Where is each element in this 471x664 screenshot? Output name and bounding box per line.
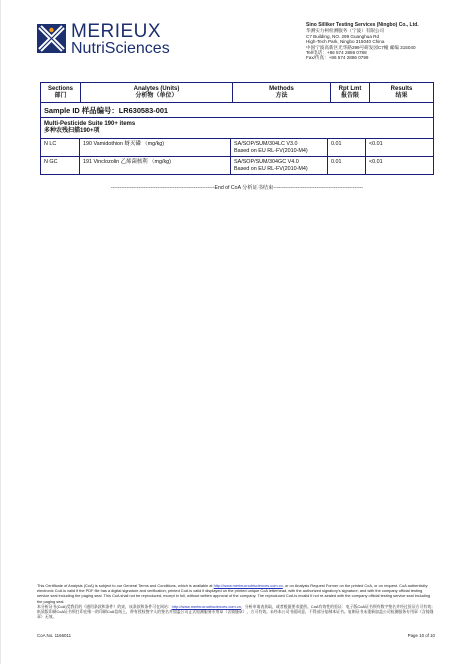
cell-method: SA/SOP/SUM/304GC V4.0 Based on EU RL-FV(2010-M4): [231, 157, 328, 174]
cell-analyte: 190 Vamidothion 蚜灭磷 （mg/kg): [80, 139, 231, 156]
header-rpt-lmt: Rpt Lmt 报告限: [331, 83, 370, 102]
cell-result: <0.01: [369, 159, 383, 165]
cell-section: N GC: [41, 157, 80, 174]
cell-result: <0.01: [369, 141, 383, 147]
end-of-coa-marker: ------------------------------------------------------------End of CoA 分析证书结束----------------------------------------------------: [110, 185, 364, 191]
terms-english: This Certificate of Analysis (CoA) is subject to our General Terms and Conditions, which is available at http://www.merieuxnutrisciences.com.cn, or on Analysis Request Former on the printed CoA, or on request. CoA authenticity: electronic CoA is valid if the PDF file has a digital signature and verification; printed CoA is valid if displayed on the printed unique CoA letterhead, with the authorized signatory's signature, and with the company official testing service seal including the paging seal. This CoA shall not be reproduced, except in full, without written approval of the company. The reproduced CoA is invalid if not re-sealed with the company official testing service seal including the paging seal.: [37, 583, 431, 604]
cell-rpt-lmt: 0.01: [328, 139, 366, 156]
address-line-cn: 中国宁波高新区光华路299号研发园C7幢 邮编 315040: [306, 44, 416, 50]
sample-id-row: [41, 103, 433, 118]
terms-footer: [37, 583, 435, 619]
company-logo: [37, 21, 197, 64]
coa-number: CoA No. 1166011: [37, 633, 72, 638]
fax: Fax/传真：+86 574 2886 0799: [306, 55, 369, 61]
table-row: [41, 157, 433, 174]
logo-x-icon: [37, 24, 66, 53]
header-sections: Sections 部门: [41, 83, 81, 102]
telephone: Tel/电话：+86 574 2886 0788: [306, 50, 367, 56]
suite-title: Multi-Pesticide Suite 190+ items: [44, 120, 136, 127]
company-address-block: [306, 23, 456, 61]
cell-rpt-lmt: 0.01: [328, 157, 366, 174]
company-name-cn: 华测实力柯检测服务（宁波）有限公司: [306, 28, 385, 34]
cell-analyte: 191 Vinclozolin 乙烯菌核利 （mg/kg): [80, 157, 231, 174]
table-header-row: [41, 83, 433, 103]
page-footer: [37, 633, 435, 639]
header-results: Results 结果: [390, 85, 413, 99]
header-methods: Methods 方法: [233, 83, 331, 102]
address-line: C7 Building, NO. 299 Guanghua Rd: [306, 33, 380, 39]
sample-id: Sample ID 样品编号：LR630583-001: [44, 105, 169, 115]
logo-word-merieux: MERIEUX: [71, 21, 162, 42]
terms-chinese: 本分析证书(CoA)受我们的《通用条款和条件》约束，该条款和条件可在网站：http://www.merieuxnutrisciences.com.cn，分析申请表获取，或者根据要求提供。CoA有效性的验证：电子版CoA证书须有数字签名并经过验证方可有效；纸质版印刷CoA证书须打印在唯一的印刷CoA信纸上，带有授权签字人的签名并加盖公司正式检测服务专用章（含骑缝章），方可有效。未经本公司书面同意，不得部分复制本证书。复制证书未重新加盖公司检测服务专用章（含骑缝章）无效。: [37, 603, 435, 620]
cell-section: N LC: [41, 139, 80, 156]
page-edge: [0, 0, 1, 664]
logo-word-nutrisciences: NutriSciences: [71, 40, 170, 57]
suite-title-cn: 多种农残扫描190+项: [44, 128, 100, 134]
header-analytes: Analytes (Units) 分析物（单位）: [81, 83, 233, 102]
results-table: [40, 82, 434, 175]
page-number: Page 10 of 10: [407, 633, 435, 638]
address-line: High-Tech Park, Ningbo 315040 China: [306, 39, 385, 45]
company-name: Sino Silliker Testing Services (Ningbo) Co., Ltd.: [306, 22, 419, 28]
terms-link[interactable]: http://www.merieuxnutrisciences.com.cn: [213, 583, 283, 588]
cell-method: SA/SOP/SUM/304LC V3.0 Based on EU RL-FV(2010-M4): [231, 139, 328, 156]
table-row: [41, 139, 433, 157]
terms-link-cn[interactable]: http://www.merieuxnutrisciences.com.cn: [171, 603, 241, 609]
suite-row: [41, 118, 433, 139]
